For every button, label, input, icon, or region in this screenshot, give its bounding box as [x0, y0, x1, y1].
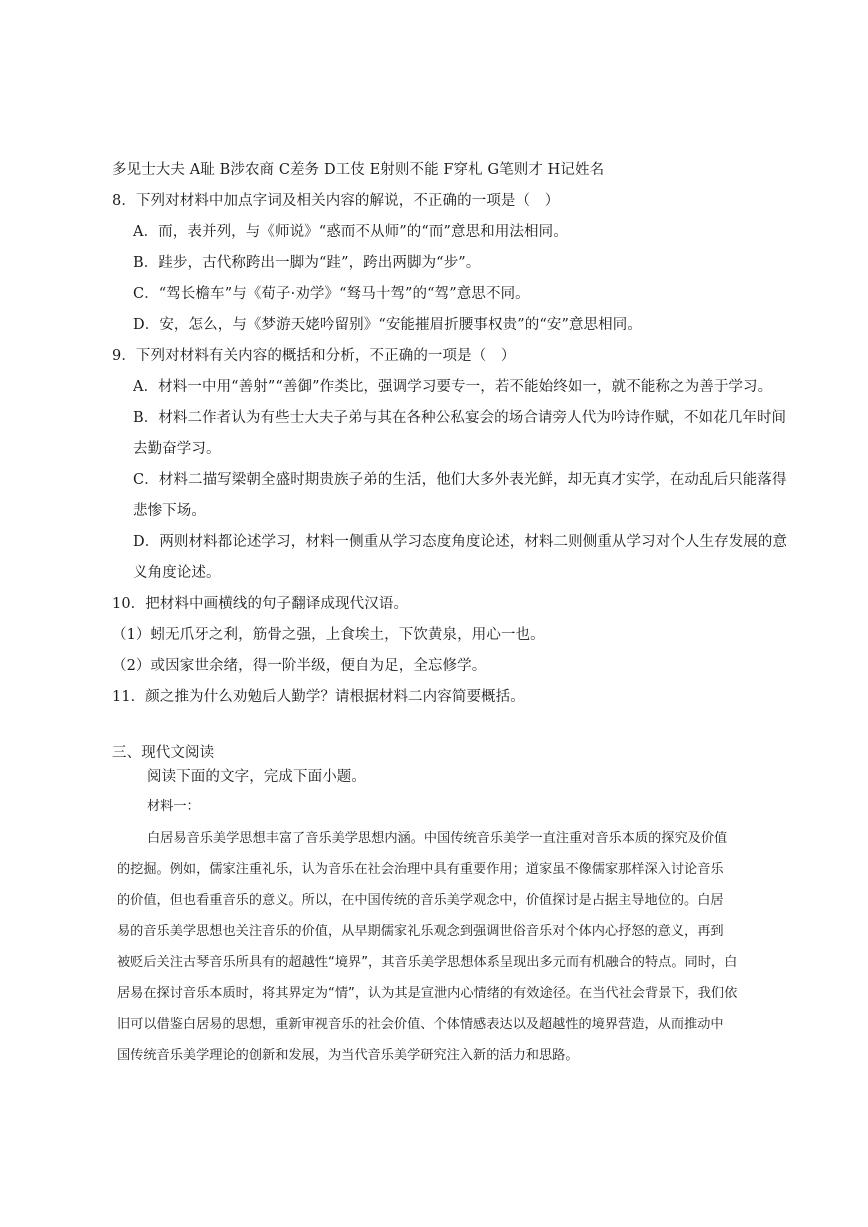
question-9-option-c-line1: C．材料二描写梁朝全盛时期贵族子弟的生活，他们大多外表光鲜，却无真才实学，在动乱后只能落得 [133, 472, 787, 488]
material-paragraph-line: 的挖掘。例如，儒家注重礼乐，认为音乐在社会治理中具有重要作用；道家虽不像儒家那样深入讨论音乐 [117, 862, 724, 877]
question-10-sentence-1: （1）蚓无爪牙之利，筋骨之强，上食埃土，下饮黄泉，用心一也。 [112, 627, 545, 643]
question-11-stem: 11．颜之推为什么劝勉后人勤学？请根据材料二内容简要概括。 [112, 689, 525, 705]
question-8-option-d: D．安，怎么，与《梦游天姥吟留别》“安能摧眉折腰事权贵”的“安”意思相同。 [133, 317, 642, 333]
question-9-option-b-line1: B．材料二作者认为有些士大夫子弟与其在各种公私宴会的场合请旁人代为吟诗作赋，不如花几年时间 [133, 410, 787, 426]
material-paragraph-line: 的价值，但也看重音乐的意义。所以，在中国传统的音乐美学观念中，价值探讨是占据主导地位的。白居 [117, 893, 724, 908]
question-9-option-b-line2: 去勤奋学习。 [133, 441, 221, 457]
question-8-option-a: A．而，表并列，与《师说》“惑而不从师”的“而”意思和用法相同。 [133, 224, 568, 240]
material-paragraph-line: 居易在探讨音乐本质时，将其界定为“情”，认为其是宣泄内心情绪的有效途径。在当代社会背景下，我们依 [117, 986, 738, 1001]
material-paragraph-line: 白居易音乐美学思想丰富了音乐美学思想内涵。中国传统音乐美学一直注重对音乐本质的探究及价值 [147, 831, 728, 846]
section-3-instruction: 阅读下面的文字，完成下面小题。 [147, 769, 366, 785]
question-10-sentence-2: （2）或因家世余绪，得一阶半级，便自为足，全忘修学。 [112, 658, 487, 674]
question-10-stem: 10．把材料中画横线的句子翻译成现代汉语。 [112, 596, 409, 612]
question-8-stem: 8．下列对材料中加点字词及相关内容的解说，不正确的一项是（ ） [112, 193, 560, 209]
question-9-option-c-line2: 悲惨下场。 [133, 503, 206, 519]
material-paragraph-line: 被贬后关注古琴音乐所具有的超越性“境界”，其音乐美学思想体系呈现出多元而有机融合的特点。同时，白 [117, 955, 738, 970]
section-3-title: 三、现代文阅读 [112, 745, 215, 761]
question-9-stem: 9．下列对材料有关内容的概括和分析，不正确的一项是（ ） [112, 348, 516, 364]
question-8-option-b: B．跬步，古代称跨出一脚为“跬”，跨出两脚为“步”。 [133, 255, 481, 271]
question-8-option-c: C．“驾长檐车”与《荀子·劝学》“驽马十驾”的“驾”意思不同。 [133, 286, 530, 302]
question-9-option-d-line1: D．两则材料都论述学习，材料一侧重从学习态度角度论述，材料二则侧重从学习对个人生存发展的意 [133, 534, 788, 550]
material-paragraph-line: 国传统音乐美学理论的创新和发展，为当代音乐美学研究注入新的活力和思路。 [117, 1048, 579, 1063]
material-paragraph-line: 易的音乐美学思想也关注音乐的价值，从早期儒家礼乐观念到强调世俗音乐对个体内心抒怒的意义，再到 [117, 924, 724, 939]
question-9-option-a: A．材料一中用“善射”“善御”作类比，强调学习要专一，若不能始终如一，就不能称之为善于学习。 [133, 379, 773, 395]
options-line: 多见士大夫 A耻 B涉农商 C差务 D工伎 E射则不能 F穿札 G笔则才 H记姓名 [112, 162, 605, 178]
material-paragraph-line: 旧可以借鉴白居易的思想，重新审视音乐的社会价值、个体情感表达以及超越性的境界营造，从而推动中 [117, 1017, 724, 1032]
material-1-label: 材料一： [147, 799, 200, 814]
question-9-option-d-line2: 义角度论述。 [133, 565, 221, 581]
